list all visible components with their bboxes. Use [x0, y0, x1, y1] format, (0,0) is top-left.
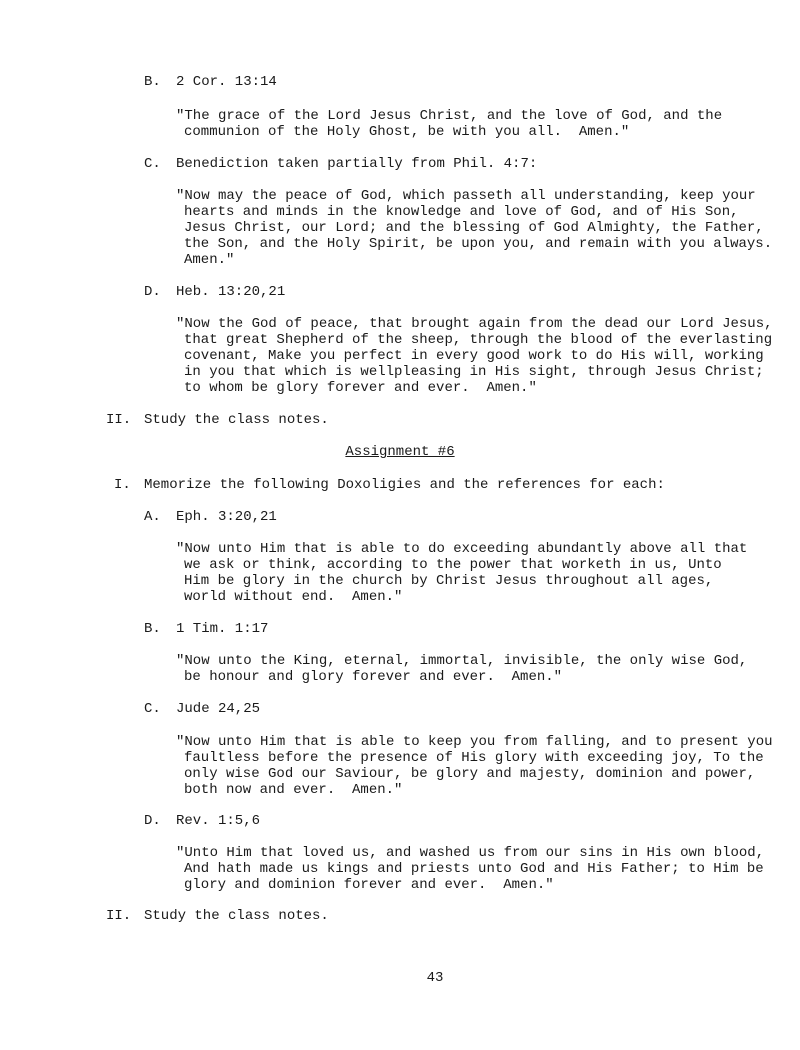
memorize-instruction: Memorize the following Doxoligies and the references for each:	[144, 477, 665, 493]
quote-line: Jesus Christ, our Lord; and the blessing of God Almighty, the Father,	[184, 220, 764, 236]
quote-2cor	[176, 108, 756, 140]
reference-phil: Benediction taken partially from Phil. 4:7:	[176, 156, 538, 172]
study-notes-instruction: Study the class notes.	[144, 412, 329, 428]
section-label-i: I.	[114, 477, 131, 493]
reference-rev: Rev. 1:5,6	[176, 813, 261, 829]
reference-1tim: 1 Tim. 1:17	[176, 621, 269, 637]
item-label-d: D.	[144, 284, 161, 300]
quote-line: And hath made us kings and priests unto God and His Father; to Him be	[184, 861, 764, 877]
quote-line: Amen."	[184, 252, 235, 268]
quote-line: the Son, and the Holy Spirit, be upon you, and remain with you always.	[184, 236, 773, 252]
quote-line: in you that which is wellpleasing in His sight, through Jesus Christ;	[184, 364, 764, 380]
quote-line: "Now unto the King, eternal, immortal, invisible, the only wise God,	[176, 653, 748, 669]
quote-line: "Now unto Him that is able to keep you from falling, and to present you	[176, 734, 773, 750]
reference-2cor: 2 Cor. 13:14	[176, 74, 277, 90]
quote-line: be honour and glory forever and ever. Amen."	[184, 669, 563, 685]
item-label-c: C.	[144, 156, 161, 172]
item-label-c: C.	[144, 701, 161, 717]
item-label-b: B.	[144, 74, 161, 90]
quote-line: "Now the God of peace, that brought again from the dead our Lord Jesus,	[176, 316, 773, 332]
quote-1tim	[176, 653, 756, 685]
quote-line: "Now unto Him that is able to do exceeding abundantly above all that	[176, 541, 748, 557]
quote-line: "The grace of the Lord Jesus Christ, and the love of God, and the	[176, 108, 723, 124]
assignment-heading: Assignment #6	[345, 444, 455, 460]
section-label-ii: II.	[106, 908, 132, 924]
section-label-ii: II.	[106, 412, 132, 428]
quote-eph	[176, 541, 756, 605]
reference-heb: Heb. 13:20,21	[176, 284, 286, 300]
quote-line: Him be glory in the church by Christ Jesus throughout all ages,	[184, 573, 714, 589]
page-number: 43	[426, 970, 444, 986]
quote-jude	[176, 734, 773, 798]
quote-line: that great Shepherd of the sheep, through the blood of the everlasting	[184, 332, 773, 348]
quote-heb	[176, 316, 773, 396]
item-label-a: A.	[144, 509, 161, 525]
quote-line: hearts and minds in the knowledge and love of God, and of His Son,	[184, 204, 739, 220]
study-notes-instruction: Study the class notes.	[144, 908, 329, 924]
quote-line: glory and dominion forever and ever. Amen."	[184, 877, 554, 893]
quote-line: "Unto Him that loved us, and washed us from our sins in His own blood,	[176, 845, 765, 861]
quote-line: communion of the Holy Ghost, be with you all. Amen."	[184, 124, 630, 140]
quote-rev	[176, 845, 765, 893]
reference-jude: Jude 24,25	[176, 701, 261, 717]
item-label-d: D.	[144, 813, 161, 829]
reference-eph: Eph. 3:20,21	[176, 509, 277, 525]
quote-line: we ask or think, according to the power that worketh in us, Unto	[184, 557, 722, 573]
quote-line: both now and ever. Amen."	[184, 782, 403, 798]
item-label-b: B.	[144, 621, 161, 637]
quote-line: faultless before the presence of His glory with exceeding joy, To the	[184, 750, 764, 766]
quote-line: "Now may the peace of God, which passeth all understanding, keep your	[176, 188, 756, 204]
quote-phil	[176, 188, 773, 268]
quote-line: covenant, Make you perfect in every good work to do His will, working	[184, 348, 764, 364]
quote-line: only wise God our Saviour, be glory and majesty, dominion and power,	[184, 766, 756, 782]
quote-line: to whom be glory forever and ever. Amen."	[184, 380, 537, 396]
quote-line: world without end. Amen."	[184, 589, 403, 605]
